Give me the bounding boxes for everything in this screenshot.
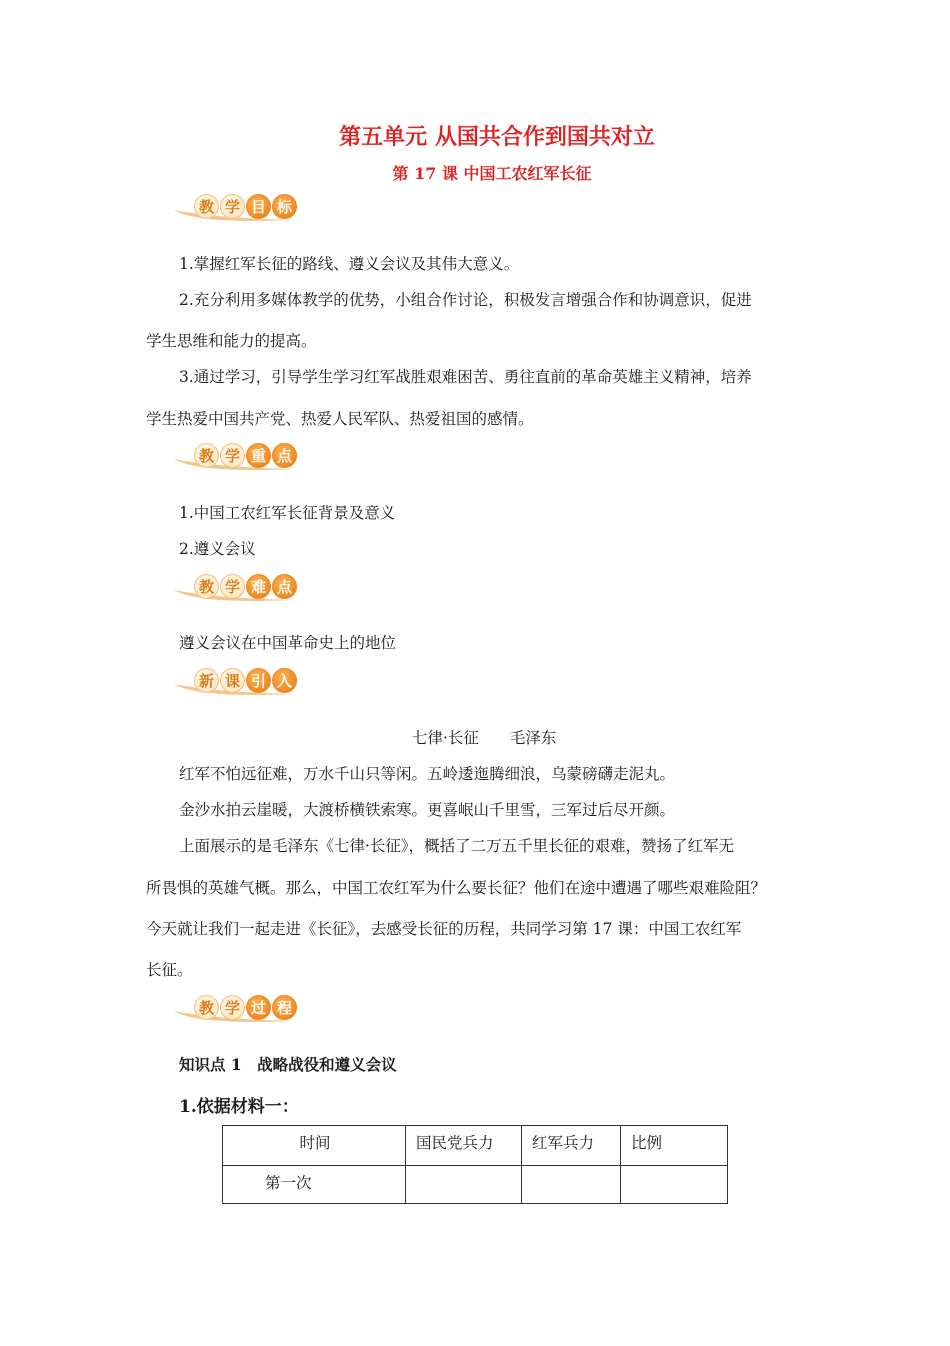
badge-char: 教 <box>194 995 219 1020</box>
goal-2-line-1: 2.充分利用多媒体教学的优势，小组合作讨论，积极发言增强合作和协调意识，促进 <box>179 291 752 309</box>
material-table <box>222 1125 728 1204</box>
goal-2-line-2: 学生思维和能力的提高。 <box>146 332 317 350</box>
key-point-2: 2.遵义会议 <box>179 540 256 558</box>
intro-line-3: 今天就让我们一起走进《长征》，去感受长征的历程，共同学习第 17 课：中国工农红军 <box>146 920 742 938</box>
goal-3-line-2: 学生热爱中国共产党、热爱人民军队、热爱祖国的感情。 <box>146 410 534 428</box>
table-header-cell: 国民党兵力 <box>406 1126 522 1166</box>
badge-char: 学 <box>220 574 245 599</box>
section-badge-intro <box>172 664 312 698</box>
poem-line-1: 红军不怕远征难，万水千山只等闲。五岭逶迤腾细浪，乌蒙磅礴走泥丸。 <box>179 765 676 783</box>
badge-char: 引 <box>246 668 271 693</box>
intro-line-2: 所畏惧的英雄气概。那么，中国工农红军为什么要长征？他们在途中遭遇了哪些艰难险阻？ <box>146 879 767 897</box>
table-header-row <box>223 1126 728 1166</box>
table-cell <box>406 1166 522 1204</box>
section-badge-process <box>172 991 312 1025</box>
goal-1: 1.掌握红军长征的路线、遵义会议及其伟大意义。 <box>179 255 520 273</box>
poem-line-2: 金沙水拍云崖暖，大渡桥横铁索寒。更喜岷山千里雪，三军过后尽开颜。 <box>179 801 676 819</box>
badge-char: 学 <box>220 995 245 1020</box>
goal-3-line-1: 3.通过学习，引导学生学习红军战胜艰难困苦、勇往直前的革命英雄主义精神，培养 <box>179 368 752 386</box>
section-badge-key-points <box>172 439 312 473</box>
badge-char: 教 <box>194 194 219 219</box>
intro-line-1: 上面展示的是毛泽东《七律·长征》，概括了二万五千里长征的艰难，赞扬了红军无 <box>179 837 735 855</box>
badge-char: 重 <box>246 443 271 468</box>
badge-char: 课 <box>220 668 245 693</box>
badge-char: 难 <box>246 574 271 599</box>
table-header-cell: 比例 <box>621 1126 728 1166</box>
section-badge-difficulties <box>172 570 312 604</box>
table-cell <box>522 1166 621 1204</box>
section-badge-goals <box>172 190 312 224</box>
badge-char: 程 <box>272 995 297 1020</box>
badge-char: 点 <box>272 443 297 468</box>
key-point-1: 1.中国工农红军长征背景及意义 <box>179 504 396 522</box>
badge-char: 学 <box>220 194 245 219</box>
table-row <box>223 1166 728 1204</box>
badge-char: 过 <box>246 995 271 1020</box>
badge-char: 学 <box>220 443 245 468</box>
badge-char: 入 <box>272 668 297 693</box>
difficulty-text: 遵义会议在中国革命史上的地位 <box>179 634 397 652</box>
badge-char: 教 <box>194 574 219 599</box>
knowledge-point-heading: 知识点 1 战略战役和遵义会议 <box>179 1055 397 1074</box>
unit-title: 第五单元 从国共合作到国共对立 <box>339 124 655 150</box>
badge-char: 教 <box>194 443 219 468</box>
lesson-title: 第 17 课 中国工农红军长征 <box>392 164 592 183</box>
badge-char: 目 <box>246 194 271 219</box>
table-cell: 第一次 <box>223 1166 406 1204</box>
intro-line-4: 长征。 <box>146 961 193 979</box>
table-cell <box>621 1166 728 1204</box>
badge-char: 点 <box>272 574 297 599</box>
badge-char: 标 <box>272 194 297 219</box>
table-header-cell: 时间 <box>223 1126 406 1166</box>
poem-heading: 七律·长征 毛泽东 <box>412 729 557 747</box>
table-header-cell: 红军兵力 <box>522 1126 621 1166</box>
material-label: 1.依据材料一： <box>179 1097 299 1117</box>
badge-char: 新 <box>194 668 219 693</box>
